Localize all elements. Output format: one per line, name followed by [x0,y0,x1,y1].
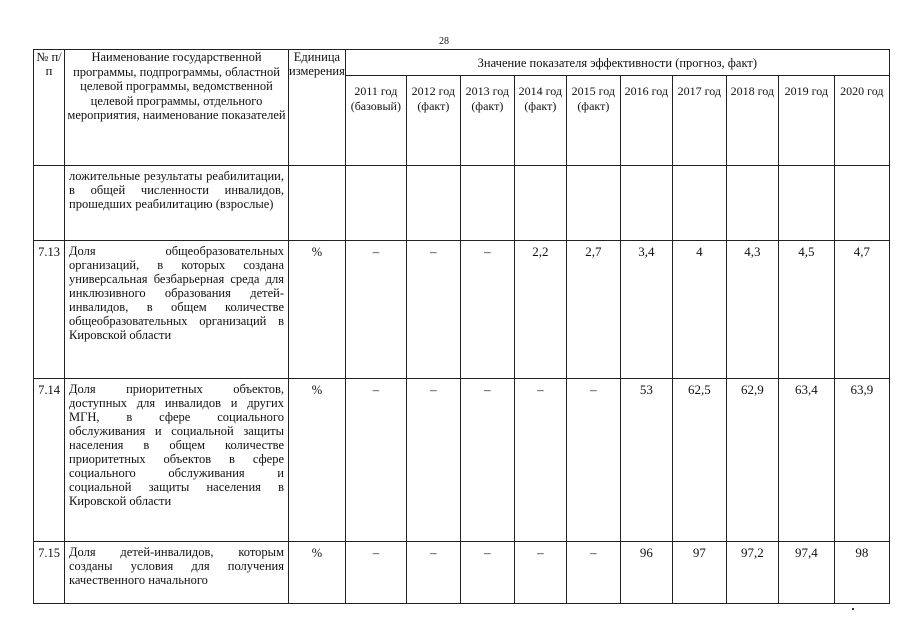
header-year: 2017 год [672,76,726,166]
unit-cell: % [289,542,346,604]
header-year: 2011 год (базовый) [345,76,406,166]
indicator-name: Доля детей-инвалидов, которым созданы условия для получения качественного начального [65,542,289,604]
value-cell [726,166,778,241]
value-cell: 96 [620,542,672,604]
table-row [34,241,890,379]
indicator-name: Доля приоритетных объектов, доступных для инвалидов и других МГН, в сфере социального обслуживания и социальной защиты населения в общем количестве приоритетных объектов в сфере социального обслуживания и социальной защиты населения в Кировской области [65,379,289,542]
value-cell [345,166,406,241]
value-cell: 4,7 [834,241,889,379]
value-cell: – [460,241,514,379]
table-row [34,379,890,542]
value-cell: 4 [672,241,726,379]
value-cell [566,166,620,241]
value-cell: – [345,542,406,604]
value-cell: – [406,542,460,604]
header-year: 2015 год (факт) [566,76,620,166]
value-cell: – [460,542,514,604]
value-cell [778,166,834,241]
value-cell [834,166,889,241]
unit-cell: % [289,379,346,542]
value-cell: 53 [620,379,672,542]
value-cell [620,166,672,241]
indicators-table [33,49,890,604]
indicator-name: Доля общеобразовательных организаций, в которых создана универсальная безбарьерная среда для инклюзивного образования детей-инвалидов, в общем количестве общеобразовательных организаций в Кировской области [65,241,289,379]
indicator-name: ложительные результаты реабилитации, в общей численности инвалидов, прошедших реабилитацию (взрослые) [65,166,289,241]
header-name: Наименование государственной программы, подпрограммы, областной целевой программы, ведомственной целевой программы, отдельного мероприятия, наименование показателей [65,50,289,166]
value-cell: 2,7 [566,241,620,379]
value-cell: – [406,241,460,379]
header-year: 2019 год [778,76,834,166]
value-cell [672,166,726,241]
value-cell [460,166,514,241]
value-cell: 4,3 [726,241,778,379]
value-cell: 98 [834,542,889,604]
table-body [34,166,890,604]
unit-cell: % [289,241,346,379]
unit-cell [289,166,346,241]
table-row [34,542,890,604]
row-number: 7.14 [34,379,65,542]
value-cell: – [345,379,406,542]
value-cell: – [566,542,620,604]
value-cell [406,166,460,241]
value-cell: 3,4 [620,241,672,379]
header-year: 2014 год (факт) [514,76,566,166]
value-cell: 63,4 [778,379,834,542]
value-cell: – [514,542,566,604]
value-cell: – [460,379,514,542]
scan-speck [852,608,854,610]
header-unit: Единица измерения [289,50,346,166]
value-cell: – [345,241,406,379]
value-cell: – [514,379,566,542]
row-number [34,166,65,241]
page-number: 28 [439,36,449,47]
header-number: № п/п [34,50,65,166]
value-cell: – [406,379,460,542]
value-cell: – [566,379,620,542]
table-row [34,166,890,241]
value-cell: 62,5 [672,379,726,542]
header-year: 2018 год [726,76,778,166]
header-year: 2016 год [620,76,672,166]
value-cell: 62,9 [726,379,778,542]
value-cell: 97,4 [778,542,834,604]
value-cell: 97 [672,542,726,604]
header-year: 2012 год (факт) [406,76,460,166]
value-cell: 97,2 [726,542,778,604]
row-number: 7.15 [34,542,65,604]
value-cell: 4,5 [778,241,834,379]
header-values-group: Значение показателя эффективности (прогноз, факт) [345,50,889,76]
value-cell: 63,9 [834,379,889,542]
row-number: 7.13 [34,241,65,379]
header-year: 2013 год (факт) [460,76,514,166]
value-cell: 2,2 [514,241,566,379]
value-cell [514,166,566,241]
header-year: 2020 год [834,76,889,166]
table-header [34,50,890,166]
